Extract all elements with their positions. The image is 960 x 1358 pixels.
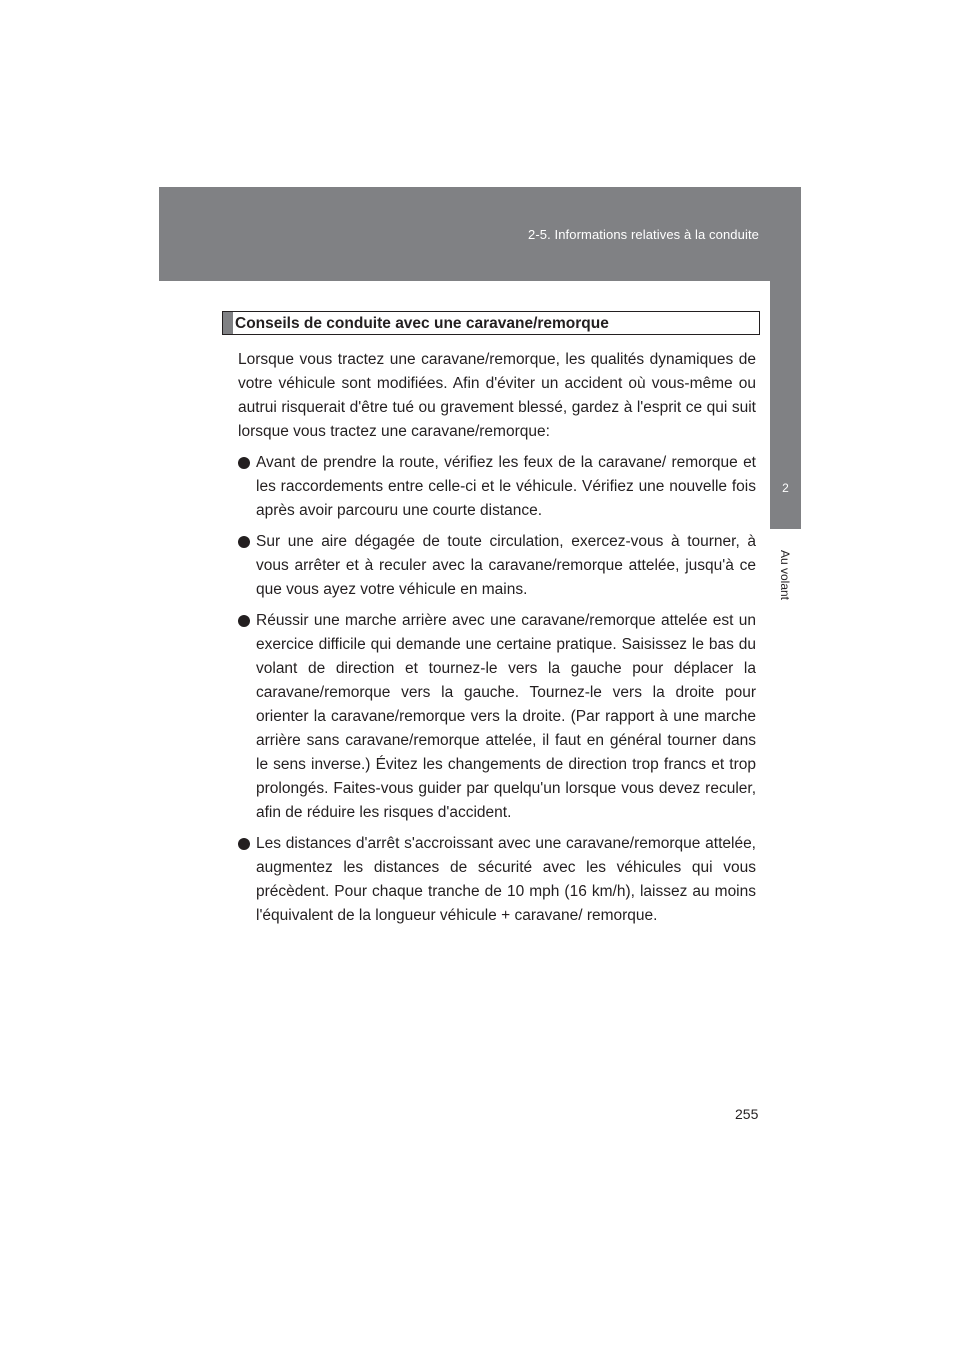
chapter-title-text: Au volant — [778, 549, 792, 601]
topic-heading-bar — [223, 312, 233, 334]
bullet-item — [238, 530, 756, 602]
body-content — [238, 348, 756, 935]
chapter-number: 2 — [782, 481, 789, 495]
bullet-text: Avant de prendre la route, vérifiez les feux de la caravane/ remorque et les raccordements entre celle-ci et le véhicule. Vérifiez une nouvelle fois après avoir parcouru une courte distance. — [256, 454, 756, 519]
topic-heading: Conseils de conduite avec une caravane/remorque — [235, 315, 609, 332]
bullet-item — [238, 451, 756, 523]
bullet-item — [238, 832, 756, 928]
bullet-dot-icon — [238, 615, 250, 627]
page-number: 255 — [735, 1106, 759, 1122]
bullet-text: Réussir une marche arrière avec une caravane/remorque attelée est un exercice difficile qui demande une certaine pratique. Saisissez le bas du volant de direction et tournez-le vers la gauche pour déplacer la caravane/remorque vers la gauche. Tournez-le vers la droite pour orienter la caravane/remorque vers la droite. (Par rapport à une marche arrière sans caravane/remorque attelée, il faut en général tourner dans le sens inverse.) Évitez les changements de direction trop francs et trop prolongés. Faites-vous guider par quelqu'un lorsque vous devez reculer, afin de réduire les risques d'accident. — [256, 612, 756, 821]
intro-paragraph: Lorsque vous tractez une caravane/remorque, les qualités dynamiques de votre véhicule sont modifiées. Afin d'éviter un accident où vous-même ou autrui risquerait d'être tué ou gravement blessé, gardez à l'esprit ce qui suit lorsque vous tractez une caravane/remorque: — [238, 351, 756, 440]
bullet-list — [238, 451, 756, 928]
header-band — [159, 187, 801, 281]
chapter-tab — [770, 187, 801, 529]
bullet-item — [238, 609, 756, 825]
topic-heading-box — [222, 311, 760, 335]
bullet-text: Sur une aire dégagée de toute circulation, exercez-vous à tourner, à vous arrêter et à reculer avec la caravane/remorque attelée, jusqu'à ce que vous ayez votre véhicule en mains. — [256, 533, 756, 598]
bullet-dot-icon — [238, 838, 250, 850]
bullet-dot-icon — [238, 457, 250, 469]
bullet-dot-icon — [238, 536, 250, 548]
bullet-text: Les distances d'arrêt s'accroissant avec une caravane/remorque attelée, augmentez les distances de sécurité avec les véhicules qui vous précèdent. Pour chaque tranche de 10 mph (16 km/h), laissez au moins l'équivalent de la longueur véhicule + caravane/ remorque. — [256, 835, 756, 924]
section-title: 2-5. Informations relatives à la conduite — [528, 227, 759, 242]
chapter-title — [776, 540, 794, 610]
